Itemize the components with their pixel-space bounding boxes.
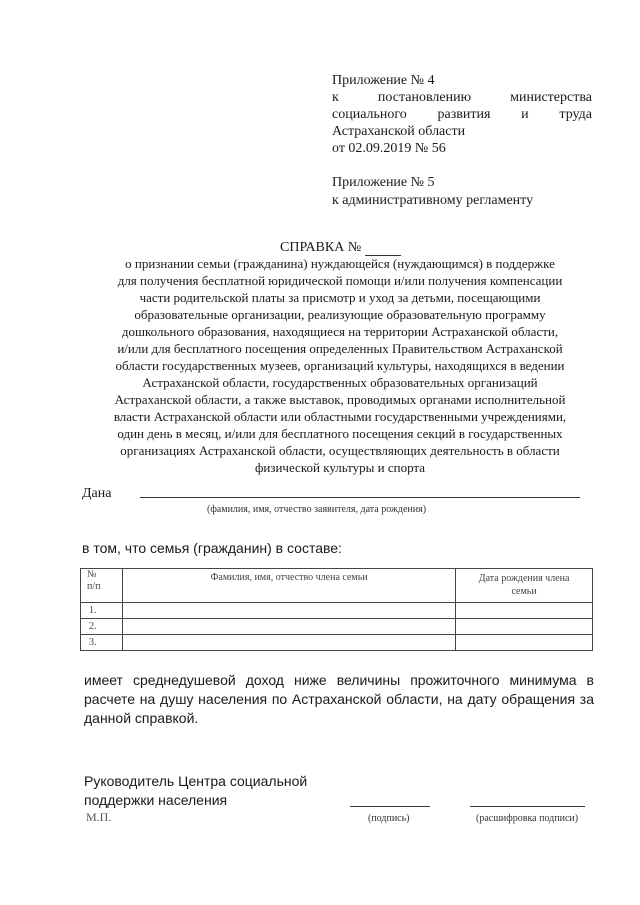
purpose-line: один день в месяц, и/или для бесплатного посещения секций в государственных	[117, 426, 563, 441]
row-birthdate-cell	[456, 635, 593, 651]
signature-line	[350, 806, 430, 807]
appendix-4-word: и	[521, 107, 529, 122]
family-intro: в том, что семья (гражданин) в составе:	[82, 540, 342, 556]
appendix-4-word: министерства	[510, 90, 592, 105]
purpose-line: власти Астраханской области или областными государственными учреждениями,	[113, 409, 567, 424]
purpose-line: дошкольного образования, находящиеся на территории Астраханской области,	[121, 324, 559, 339]
signature-caption: (подпись)	[368, 813, 410, 824]
purpose-line: физической культуры и спорта	[254, 460, 426, 475]
purpose-line: и/или для бесплатного посещения определенных Правительством Астраханской	[117, 341, 563, 356]
table-row	[81, 619, 593, 635]
income-word: за	[579, 691, 594, 707]
income-word: прожиточного	[410, 672, 500, 688]
income-word: имеет	[84, 672, 123, 688]
purpose-line: Астраханской области, государственных образовательных организаций	[142, 375, 538, 390]
row-number: 2.	[81, 619, 123, 635]
income-paragraph	[84, 671, 594, 728]
table-header-row	[81, 569, 593, 603]
row-name-cell	[122, 635, 455, 651]
family-members-table	[80, 568, 593, 651]
income-line	[84, 671, 594, 690]
appendix-4-word: труда	[559, 107, 592, 122]
purpose-line: организациях Астраханской области, осуществляющих деятельность в области	[120, 443, 560, 458]
income-word: на	[447, 691, 463, 707]
signatory-title-line-2: поддержки населения	[84, 792, 228, 808]
appendix-4-word: развития	[437, 107, 491, 122]
applicant-field-caption: (фамилия, имя, отчество заявителя, дата рождения)	[207, 504, 427, 515]
signature-decode-line	[470, 806, 585, 807]
appendix-4-line-3: Астраханской области	[332, 124, 466, 139]
appendix-4-line-1	[332, 89, 592, 106]
appendix-4-title: Приложение № 4	[332, 73, 435, 88]
applicant-field-line	[140, 497, 580, 498]
income-word: доход	[245, 672, 284, 688]
document-title	[280, 240, 361, 256]
column-header-birthdate	[456, 569, 593, 603]
income-word: обращения	[501, 691, 576, 707]
appendix-5-title: Приложение № 5	[332, 175, 435, 190]
income-word: на	[139, 691, 156, 707]
column-header-number-line: №	[87, 569, 97, 580]
income-word: среднедушевой	[132, 672, 236, 688]
appendix-4-word: постановлению	[377, 90, 472, 105]
row-name-cell	[122, 619, 455, 635]
income-line-last: данной справкой.	[84, 710, 199, 726]
column-header-birthdate-line: семьи	[511, 586, 537, 597]
appendix-4-line-4: от 02.09.2019 № 56	[332, 141, 446, 156]
income-word: величины	[336, 672, 401, 688]
income-word: ниже	[293, 672, 327, 688]
column-header-number	[81, 569, 123, 603]
column-header-number-line: п/п	[87, 581, 101, 592]
stamp-placeholder: М.П.	[86, 810, 112, 824]
income-word: душу	[160, 691, 194, 707]
table-row	[81, 635, 593, 651]
column-header-name: Фамилия, имя, отчество члена семьи	[122, 569, 455, 603]
income-word: по	[271, 691, 288, 707]
purpose-line: Астраханской области, а также выставок, проводимых органами исполнительной	[114, 392, 566, 407]
income-word: Астраханской	[291, 691, 382, 707]
signatory-title-line-1: Руководитель Центра социальной	[84, 773, 308, 789]
table-row	[81, 603, 593, 619]
income-word: в	[586, 672, 594, 688]
income-word: населения	[198, 691, 268, 707]
purpose-line: части родительской платы за присмотр и уход за детьми, посещающими	[139, 290, 541, 305]
signature-decode-caption: (расшифровка подписи)	[476, 813, 579, 824]
purpose-line: для получения бесплатной юридической помощи и/или получения компенсации	[117, 273, 563, 288]
issued-label: Дана	[82, 486, 112, 501]
row-number: 1.	[81, 603, 123, 619]
income-word: области,	[386, 691, 443, 707]
income-word: расчете	[84, 691, 136, 707]
row-birthdate-cell	[456, 619, 593, 635]
appendix-4-line-2	[332, 106, 592, 123]
row-name-cell	[122, 603, 455, 619]
purpose-line: образовательные организации, реализующие образовательную программу	[134, 307, 546, 322]
column-header-birthdate-line: Дата рождения члена	[478, 573, 570, 584]
income-line	[84, 690, 594, 709]
purpose-line: области государственных музеев, организаций культуры, находящихся в ведении	[115, 358, 565, 373]
income-word: минимума	[509, 672, 577, 688]
document-title-text: СПРАВКА №	[280, 240, 362, 255]
row-number: 3.	[81, 635, 123, 651]
appendix-4-word: к	[332, 90, 339, 105]
appendix-5-subtitle: к административному регламенту	[332, 193, 534, 208]
purpose-line: о признании семьи (гражданина) нуждающейся (нуждающимся) в поддержке	[125, 256, 555, 271]
row-birthdate-cell	[456, 603, 593, 619]
purpose-paragraph	[80, 255, 600, 476]
income-word: дату	[467, 691, 497, 707]
appendix-4-word: социального	[332, 107, 407, 122]
